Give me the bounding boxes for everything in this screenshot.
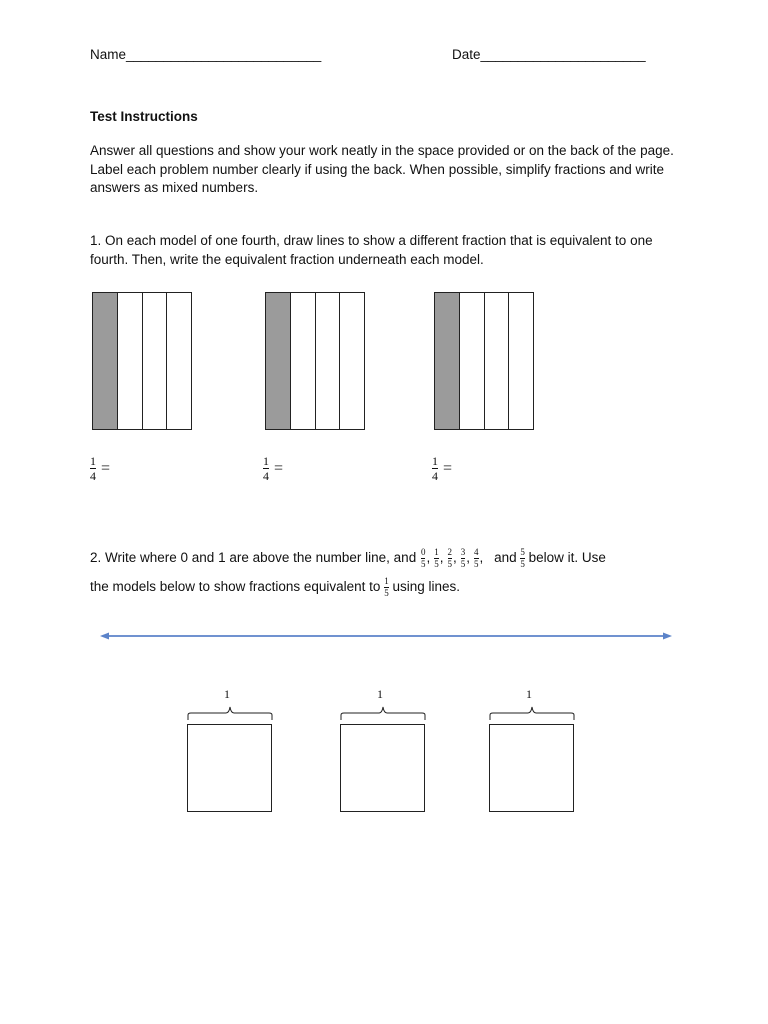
fourths-model-1 [92, 292, 192, 430]
comma: , [453, 550, 457, 565]
equals-sign: = [443, 459, 453, 477]
fraction-5-5: $\frac{5}{5}$ [520, 546, 525, 569]
instructions-title: Test Instructions [90, 109, 198, 124]
whole-label: 1 [224, 687, 230, 701]
fifths-fraction-list [420, 546, 486, 569]
fraction-2-5: $\frac{2}{5}$ [447, 546, 452, 569]
whole-square-model-3 [489, 724, 574, 812]
whole-label: 1 [377, 687, 383, 701]
fraction-1-4: $\frac{1}{4}$ [432, 454, 438, 483]
name-field-label: Name__________________________ [90, 47, 322, 62]
shaded-part [266, 293, 291, 429]
equals-sign: = [101, 459, 111, 477]
instructions-body: Answer all questions and show your work neatly in the space provided or on the back of the page. Label each problem number clearly if using the back. When possible, simplify fractions and write answers as mixed numbers. [90, 143, 674, 195]
date-field-label: Date______________________ [452, 47, 646, 62]
question-2-line-1 [90, 545, 606, 571]
unshaded-part [460, 293, 485, 429]
question-2-line-2 [90, 574, 460, 600]
unshaded-part [167, 293, 191, 429]
unshaded-part [316, 293, 341, 429]
brace-icon [489, 705, 575, 721]
fourths-model-2 [265, 292, 365, 430]
equals-sign: = [274, 459, 284, 477]
whole-label: 1 [526, 687, 532, 701]
comma: , [439, 550, 444, 565]
fraction-4-5: $\frac{4}{5}$ [474, 546, 479, 569]
unshaded-part [118, 293, 143, 429]
comma: , [479, 550, 484, 565]
number-line [100, 628, 672, 644]
fraction-3-5: $\frac{3}{5}$ [460, 546, 466, 569]
one-fourth-equals-2 [263, 455, 283, 482]
fraction-1-5: $\frac{1}{5}$ [384, 575, 389, 598]
fraction-1-5: $\frac{1}{5}$ [434, 546, 439, 569]
question-1-text: 1. On each model of one fourth, draw lines to show a different fraction that is equivalent to one fourth. Then, write the equivalent fraction underneath each model. [90, 233, 653, 267]
one-fourth-equals-1 [90, 455, 110, 482]
brace-icon [340, 705, 426, 721]
comma: , [426, 550, 431, 565]
unshaded-part [143, 293, 168, 429]
whole-square-model-2 [340, 724, 425, 812]
unshaded-part [340, 293, 364, 429]
question-2-text-b: below it. Use [528, 550, 606, 565]
unshaded-part [485, 293, 510, 429]
unshaded-part [509, 293, 533, 429]
unshaded-part [291, 293, 316, 429]
fraction-1-4: $\frac{1}{4}$ [263, 454, 269, 483]
whole-square-model-1 [187, 724, 272, 812]
shaded-part [93, 293, 118, 429]
shaded-part [435, 293, 460, 429]
question-2-and: and [494, 550, 517, 565]
one-fourth-equals-3 [432, 455, 452, 482]
number-line-right-arrow [663, 633, 672, 640]
question-2-text-d: using lines. [392, 579, 460, 594]
fraction-1-4: $\frac{1}{4}$ [90, 454, 96, 483]
question-2-text-a: 2. Write where 0 and 1 are above the number line, and [90, 550, 417, 565]
brace-icon [187, 705, 273, 721]
fraction-0-5: $\frac{0}{5}$ [420, 546, 426, 569]
question-2-text-c: the models below to show fractions equivalent to [90, 579, 381, 594]
fourths-model-3 [434, 292, 534, 430]
number-line-left-arrow [100, 633, 109, 640]
comma: , [466, 550, 471, 565]
